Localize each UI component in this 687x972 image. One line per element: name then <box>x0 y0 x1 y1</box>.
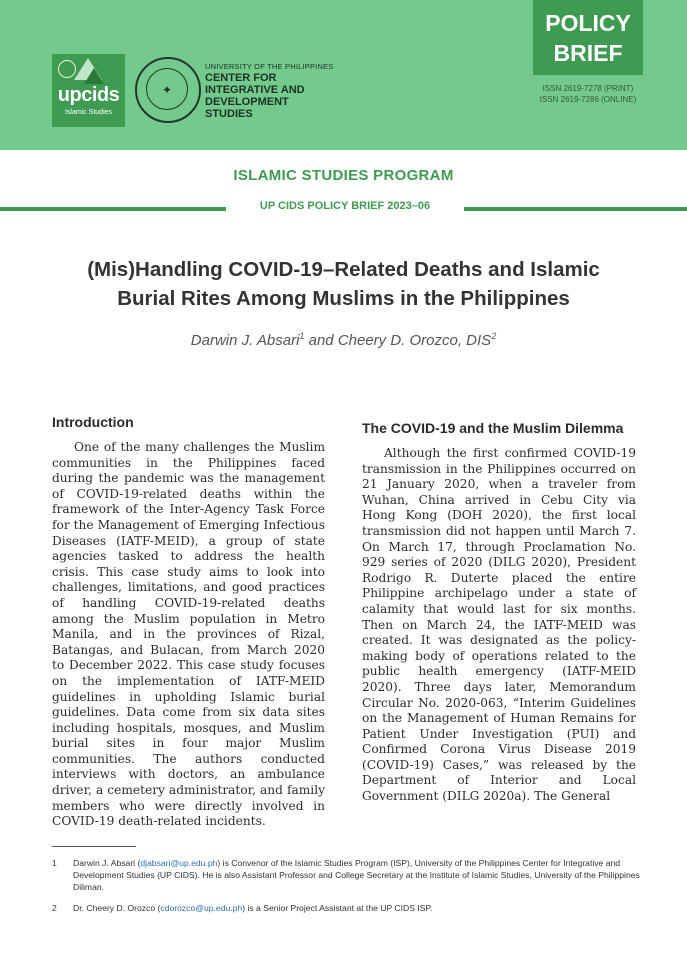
introduction-section <box>52 440 325 830</box>
brief-id: UP CIDS POLICY BRIEF 2023–06 <box>259 200 431 212</box>
paragraph: Although the first confirmed COVID-19 transmission in the Philippines occurred on 21 January 2020, when a traveler from Wuhan, China arrived in Cebu City via Hong Kong (DOH 2020), the first local transmission did not happen until March 7. On March 17, through Proclamation No. 929 series of 2020 (DILG 2020), President Rodrigo R. Duterte placed the entire Philippine archipelago under a state of calamity that would last for six months. Then on March 24, the IATF-MEID was created. It was designated as the policy-making body of operations related to the public health emergency (IATF-MEID 2020). Three days later, Memorandum Circular No. 2020-063, “Interim Guidelines on the Management of Human Remains for Patient Under Investigation (PUI) and Confirmed Corona Virus Disease 2019 (COVID-19) Cases,” was released by the Department of Interior and Local Government (DILG 2020a). The General <box>362 446 636 804</box>
center-name-line: STUDIES <box>205 108 253 120</box>
brief-id-row <box>0 200 687 216</box>
footnote-text-part: Dr. Cheery D. Orozco ( <box>73 903 161 913</box>
center-name-line: INTEGRATIVE AND <box>205 84 305 96</box>
seal-inner-ring <box>146 68 188 110</box>
university-seal-icon <box>135 57 201 123</box>
logo-triangle-icon <box>84 68 104 84</box>
program-name: ISLAMIC STUDIES PROGRAM <box>233 167 454 184</box>
section-heading-covid: The COVID-19 and the Muslim Dilemma <box>362 420 624 436</box>
title-line: Burial Rites Among Muslims in the Philippines <box>117 287 570 310</box>
footnote-text-part: Darwin J. Absari ( <box>73 858 141 868</box>
title-line: (Mis)Handling COVID-19–Related Deaths and Islamic <box>87 258 600 281</box>
organization-name <box>205 62 333 120</box>
university-name: UNIVERSITY OF THE PHILIPPINES <box>205 62 334 71</box>
logo-word: upcids <box>57 84 120 106</box>
author-name: Darwin J. Absari <box>190 332 300 349</box>
section-heading-introduction: Introduction <box>52 414 134 430</box>
policy-brief-badge <box>533 0 643 75</box>
seal-emblem-icon: ✦ <box>161 83 173 97</box>
footnote-text-part: ) is Convenor of the Islamic Studies Program (ISP), University of the Philippines Center for Integrative and Development Studies (UP CIDS). He is also Assistant Professor and College Secretary at the Institute of Islamic Studies, University of the Philippines Diliman. <box>73 858 640 892</box>
footnote-ref: 1 <box>299 331 305 341</box>
footnote-text <box>73 902 642 914</box>
authors-connector: and <box>304 332 338 349</box>
paragraph: One of the many challenges the Muslim communities in the Philippines faced during the pandemic was the management of COVID-19-related deaths within the framework of the Inter-Agency Task Force for the Management of Emerging Infectious Diseases (IATF-MEID), a group of state agencies tasked to address the health crisis. This case study aims to look into challenges, limitations, and good practices of handling COVID-19-related deaths among the Muslim population in Metro Manila, and in the provinces of Rizal, Batangas, and Bulacan, from March 2020 to December 2022. This case study focuses on the implementation of IATF-MEID guidelines in upholding Islamic burial guidelines. Data come from six data sites including hospitals, mosques, and Muslim burial sites in four major Muslim communities. The authors conducted interviews with doctors, an ambulance driver, a cemetery administrator, and family members who were directly involved in COVID-19 death-related incidents. <box>52 440 325 829</box>
issn-block <box>533 83 643 105</box>
author-name: Cheery D. Orozco, DIS <box>337 332 492 349</box>
center-name-line: CENTER FOR <box>205 72 277 84</box>
footnote-text <box>73 857 642 893</box>
center-name-line: DEVELOPMENT <box>205 96 289 108</box>
email-link[interactable]: cdorozco@up.edu.ph <box>160 903 243 913</box>
footnote-text-part: ) is a Senior Project Assistant at the UP CIDS ISP. <box>242 903 433 913</box>
email-link[interactable]: djabsari@up.edu.ph <box>140 858 218 868</box>
issn-online: ISSN 2619-7286 (ONLINE) <box>539 95 637 104</box>
covid-section <box>362 446 636 805</box>
footnote-number: 1 <box>52 858 57 868</box>
authors <box>0 331 687 349</box>
page-title <box>40 255 647 313</box>
issn-print: ISSN 2619-7278 (PRINT) <box>542 84 634 93</box>
badge-line: POLICY <box>545 10 631 36</box>
footnote-ref: 2 <box>491 331 497 341</box>
footnote-1 <box>52 857 642 893</box>
footnote-divider <box>52 846 136 847</box>
center-name <box>205 72 333 120</box>
footnote-2 <box>52 902 642 914</box>
badge-line: BRIEF <box>553 40 623 66</box>
footnote-number: 2 <box>52 903 57 913</box>
logo-subtitle: Islamic Studies <box>64 109 113 116</box>
header-band <box>0 0 687 150</box>
divider <box>0 207 226 211</box>
divider <box>464 207 687 211</box>
upcids-logo <box>52 54 125 127</box>
